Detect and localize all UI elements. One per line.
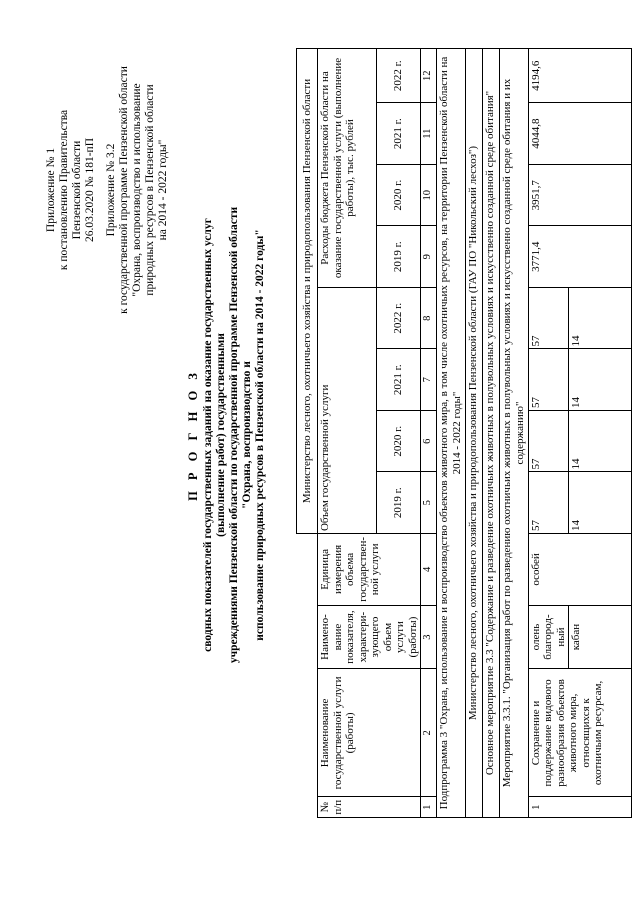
approval-line: Пензенской области bbox=[71, 140, 83, 240]
volume-value: 14 bbox=[569, 472, 632, 534]
approval-line: к постановлению Правительства bbox=[58, 109, 70, 271]
ministry-header: Министерство лесного, охотничьего хозяйства и природопользования Пензенской области bbox=[297, 49, 318, 534]
year-cell: 2021 г. bbox=[376, 103, 420, 165]
subprogram-row: Подпрограмма 3 "Охрана, использование и воспроизводство объектов животного мира, в том числе охотничьих ресурсов, на территории Пензенской области на 2014 - 2022 годы" bbox=[436, 49, 465, 818]
year-cell: 2021 г. bbox=[376, 349, 420, 411]
column-number: 5 bbox=[421, 472, 437, 534]
year-cell: 2019 г. bbox=[376, 472, 420, 534]
service-name: Сохранение и поддержание видового разнообразия объектов животного мира, относящихся к охотничьим ресурсам, bbox=[528, 669, 632, 797]
document-heading bbox=[187, 200, 267, 670]
col-volume-header: Объем государственной услуги bbox=[318, 287, 377, 533]
column-number: 6 bbox=[421, 410, 437, 472]
year-cell: 2020 г. bbox=[376, 164, 420, 226]
year-cell: 2022 г. bbox=[376, 49, 420, 103]
col-expenses-header: Расходы бюджета Пензенской области на оказание государственной услуги (выполнение работы), тыс. рублей bbox=[318, 49, 377, 288]
column-number: 7 bbox=[421, 349, 437, 411]
column-number: 11 bbox=[421, 103, 437, 165]
column-number: 3 bbox=[421, 605, 437, 669]
approval-line: Приложение № 3.2 bbox=[105, 143, 117, 237]
volume-value: 57 bbox=[528, 472, 569, 534]
approval-stamp bbox=[45, 30, 170, 350]
column-number: 4 bbox=[421, 534, 437, 606]
expense-value: 4194,6 bbox=[528, 49, 632, 103]
col-no-header: № п/п bbox=[318, 797, 421, 818]
unit-name: особей bbox=[528, 534, 632, 606]
heading-line: сводных показателей государственных заданий на оказание государственных услуг (выполнение работ) государственными bbox=[202, 218, 227, 652]
approval-line: "Охрана, воспроизводство и использование bbox=[131, 83, 143, 297]
expense-value: 3771,4 bbox=[528, 226, 632, 288]
approval-line: 26.03.2020 № 181-пП bbox=[84, 138, 96, 243]
col-unit-header: Единица измерения объема государствен-ной услуги bbox=[318, 534, 421, 606]
volume-value: 57 bbox=[528, 349, 569, 411]
volume-value: 57 bbox=[528, 410, 569, 472]
measure-row: Мероприятие 3.3.1. "Организация работ по разведению охотничьих животных в полувольных условиях и искусственно созданной среде обитания и их содержанию" bbox=[499, 49, 528, 818]
column-number: 8 bbox=[421, 287, 437, 349]
expense-value: 4044,8 bbox=[528, 103, 632, 165]
approval-line: природных ресурсов в Пензенской области bbox=[144, 84, 156, 296]
column-number: 9 bbox=[421, 226, 437, 288]
blank-cell bbox=[297, 534, 318, 818]
indicator-name: кабан bbox=[569, 605, 632, 669]
indicator-name: олень благород-ный bbox=[528, 605, 569, 669]
column-number: 12 bbox=[421, 49, 437, 103]
volume-value: 14 bbox=[569, 349, 632, 411]
volume-value: 14 bbox=[569, 410, 632, 472]
forecast-table bbox=[296, 48, 632, 818]
volume-value: 14 bbox=[569, 287, 632, 349]
column-number: 1 bbox=[421, 797, 437, 818]
approval-line: к государственной программе Пензенской области bbox=[118, 66, 130, 314]
main-measure-row: Основное мероприятие 3.3 "Содержание и разведение охотничьих животных в полувольных условиях и искусственно созданной среде обитания" bbox=[482, 49, 499, 818]
executor-row: Министерство лесного, охотничьего хозяйства и природопользования Пензенской области (ГАУ ПО "Никольский лесхоз") bbox=[465, 49, 482, 818]
volume-value: 57 bbox=[528, 287, 569, 349]
approval-line: Приложение № 1 bbox=[45, 147, 57, 233]
year-cell: 2019 г. bbox=[376, 226, 420, 288]
approval-line: на 2014 - 2022 годы" bbox=[157, 139, 169, 241]
spacer bbox=[97, 30, 105, 350]
heading-line: учреждениями Пензенской области по государственной программе Пензенской области "Охрана, воспроизводство и bbox=[228, 206, 253, 664]
document-title: П Р О Г Н О З bbox=[186, 369, 200, 501]
col-service-header: Наименование государственной услуги (работы) bbox=[318, 669, 421, 797]
year-cell: 2022 г. bbox=[376, 287, 420, 349]
row-number: 1 bbox=[528, 797, 632, 818]
year-cell: 2020 г. bbox=[376, 410, 420, 472]
heading-line: использование природных ресурсов в Пензенской области на 2014 - 2022 годы" bbox=[254, 229, 266, 641]
column-number: 10 bbox=[421, 164, 437, 226]
col-indicator-header: Наимено-вание показателя, характери-зующего объем услуги (работы) bbox=[318, 605, 421, 669]
column-number: 2 bbox=[421, 669, 437, 797]
expense-value: 3951,7 bbox=[528, 164, 632, 226]
